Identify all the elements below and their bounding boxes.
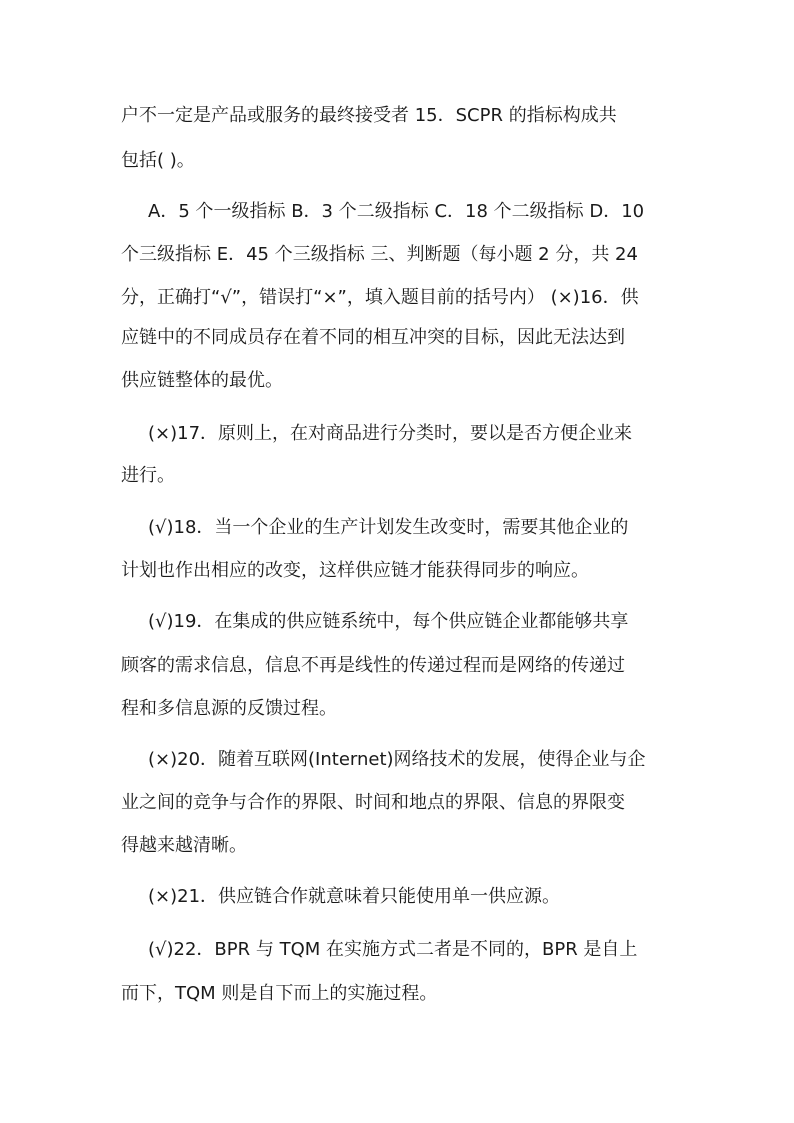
text-line: (√)18．当一个企业的生产计划发生改变时，需要其他企业的 [148,517,629,538]
text-line: 而下，TQM 则是自下而上的实施过程。 [121,983,438,1004]
text-line: A．5 个一级指标 B．3 个二级指标 C．18 个二级指标 D．10 [148,201,645,222]
text-line: 进行。 [121,465,175,486]
text-line: 供应链整体的最优。 [121,370,283,391]
text-line: (×)21．供应链合作就意味着只能使用单一供应源。 [148,886,561,907]
text-line: (√)19．在集成的供应链系统中，每个供应链企业都能够共享 [148,611,629,632]
text-line: 包括( )。 [121,150,195,171]
text-line: 顾客的需求信息，信息不再是线性的传递过程而是网络的传递过 [121,655,625,676]
text-line: 户不一定是产品或服务的最终接受者 15．SCPR 的指标构成共 [121,105,617,126]
text-line: 得越来越清晰。 [121,835,247,856]
text-line: (×)17．原则上，在对商品进行分类时，要以是否方便企业来 [148,423,633,444]
text-line: 个三级指标 E．45 个三级指标 三、判断题（每小题 2 分，共 24 [121,244,638,265]
text-line: 程和多信息源的反馈过程。 [121,698,337,719]
text-line: (×)20．随着互联网(Internet)网络技术的发展，使得企业与企 [148,749,646,770]
text-line: (√)22．BPR 与 TQM 在实施方式二者是不同的，BPR 是自上 [148,939,638,960]
text-line: 业之间的竞争与合作的界限、时间和地点的界限、信息的界限变 [121,792,625,813]
text-line: 应链中的不同成员存在着不同的相互冲突的目标，因此无法达到 [121,327,625,348]
text-line: 计划也作出相应的改变，这样供应链才能获得同步的响应。 [121,560,589,581]
text-line: 分，正确打“√”，错误打“×”，填入题目前的括号内） (×)16．供 [121,287,639,308]
